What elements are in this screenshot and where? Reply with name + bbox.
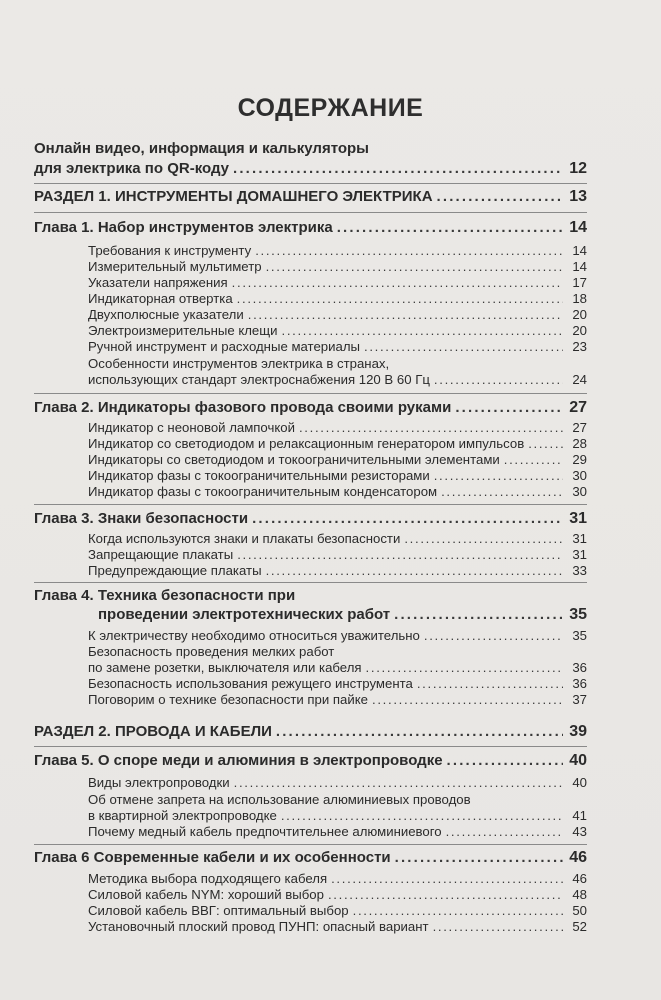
leader-dots <box>364 339 563 354</box>
leader-dots <box>424 628 563 643</box>
leader-dots <box>446 824 563 839</box>
toc-page-number: 30 <box>572 484 587 499</box>
toc-entry-intro[interactable] <box>34 160 587 178</box>
leader-dots <box>281 808 563 823</box>
toc-page-number: 46 <box>569 849 587 866</box>
toc-page-number: 46 <box>572 871 587 886</box>
toc-entry-label: в квартирной электропроводке <box>88 808 277 823</box>
toc-entry[interactable] <box>88 372 587 387</box>
toc-entry-label: Электроизмерительные клещи <box>88 323 278 338</box>
toc-page-number: 35 <box>572 628 587 643</box>
toc-entry[interactable] <box>88 660 587 675</box>
toc-entry-label: Глава 2. Индикаторы фазового провода своими руками <box>34 399 452 416</box>
chapter-4-line-1: Глава 4. Техника безопасности при <box>34 587 296 604</box>
leader-dots <box>528 436 563 451</box>
toc-entry-label: Методика выбора подходящего кабеля <box>88 871 328 886</box>
toc-entry[interactable] <box>88 887 587 902</box>
toc-chapter-4[interactable] <box>98 606 587 624</box>
toc-entry[interactable] <box>88 692 587 707</box>
toc-entry[interactable] <box>88 563 587 578</box>
toc-entry[interactable] <box>88 919 587 934</box>
leader-dots <box>237 291 563 306</box>
divider <box>34 844 587 845</box>
toc-entry[interactable] <box>88 243 587 258</box>
leader-dots <box>455 399 563 416</box>
leader-dots <box>248 307 563 322</box>
toc-page-number: 24 <box>572 372 587 387</box>
toc-page-number: 31 <box>572 531 587 546</box>
toc-entry-label: К электричеству необходимо относиться уважительно <box>88 628 420 643</box>
leader-dots <box>237 547 563 562</box>
toc-entry[interactable] <box>88 259 587 274</box>
toc-entry-label: для электрика по QR-коду <box>34 160 230 177</box>
toc-entry[interactable] <box>88 275 587 290</box>
toc-entry-label: Указатели напряжения <box>88 275 228 290</box>
toc-page-number: 12 <box>569 160 587 177</box>
toc-entry-label: Индикатор со светодиодом и релаксационным генератором импульсов <box>88 436 525 451</box>
toc-page-number: 27 <box>569 399 587 416</box>
toc-entry-label: Когда используются знаки и плакаты безопасности <box>88 531 401 546</box>
leader-dots <box>276 723 563 740</box>
toc-page-number: 14 <box>572 259 587 274</box>
toc-page-number: 23 <box>572 339 587 354</box>
toc-chapter-1[interactable] <box>34 219 587 237</box>
toc-page-number: 31 <box>569 510 587 527</box>
leader-dots <box>404 531 563 546</box>
leader-dots <box>394 606 563 623</box>
toc-entry-label: Глава 5. О споре меди и алюминия в электропроводке <box>34 752 443 769</box>
toc-section-1[interactable] <box>34 188 587 206</box>
leader-dots <box>266 259 563 274</box>
toc-entry[interactable] <box>88 808 587 823</box>
divider <box>34 582 587 583</box>
divider <box>34 746 587 747</box>
toc-chapter-5[interactable] <box>34 752 587 770</box>
toc-page-number: 35 <box>569 606 587 623</box>
toc-entry[interactable] <box>88 339 587 354</box>
toc-entry[interactable] <box>88 547 587 562</box>
leader-dots <box>282 323 564 338</box>
toc-chapter-2[interactable] <box>34 399 587 417</box>
toc-entry-label: Поговорим о технике безопасности при пайке <box>88 692 369 707</box>
leader-dots <box>417 676 563 691</box>
leader-dots <box>395 849 563 866</box>
toc-page-number: 40 <box>569 752 587 769</box>
leader-dots <box>232 275 563 290</box>
toc-entry-label: Виды электропроводки <box>88 775 230 790</box>
toc-entry-label: Ручной инструмент и расходные материалы <box>88 339 360 354</box>
toc-page-number: 13 <box>569 188 587 205</box>
divider <box>34 183 587 184</box>
leader-dots <box>434 372 563 387</box>
toc-entry-label: Индикаторы со светодиодом и токоограничительными элементами <box>88 452 500 467</box>
toc-entry[interactable] <box>88 307 587 322</box>
toc-page-number: 52 <box>572 919 587 934</box>
toc-entry-label: Индикатор фазы с токоограничительными резисторами <box>88 468 430 483</box>
toc-entry-label: Установочный плоский провод ПУНП: опасный вариант <box>88 919 429 934</box>
toc-entry-label: Индикатор фазы с токоограничительным конденсатором <box>88 484 438 499</box>
leader-dots <box>328 887 563 902</box>
toc-entry-label: Почему медный кабель предпочтительнее алюминиевого <box>88 824 442 839</box>
toc-entry-label: РАЗДЕЛ 1. ИНСТРУМЕНТЫ ДОМАШНЕГО ЭЛЕКТРИКА <box>34 188 433 205</box>
toc-entry-label: по замене розетки, выключателя или кабеля <box>88 660 362 675</box>
toc-entry[interactable] <box>88 323 587 338</box>
toc-page-number: 14 <box>569 219 587 236</box>
toc-page-number: 33 <box>572 563 587 578</box>
toc-entry-line-1: Безопасность проведения мелких работ <box>88 644 335 659</box>
toc-entry[interactable] <box>88 775 587 790</box>
toc-entry-label: Силовой кабель ВВГ: оптимальный выбор <box>88 903 349 918</box>
divider <box>34 504 587 505</box>
toc-entry[interactable] <box>88 468 587 483</box>
toc-entry-label: проведении электротехнических работ <box>98 606 391 623</box>
toc-entry-line-1: Особенности инструментов электрика в странах, <box>88 356 390 371</box>
leader-dots <box>353 903 563 918</box>
leader-dots <box>331 871 563 886</box>
leader-dots <box>447 752 563 769</box>
leader-dots <box>372 692 563 707</box>
toc-entry[interactable] <box>88 676 587 691</box>
toc-entry[interactable] <box>88 436 587 451</box>
toc-page-number: 36 <box>572 660 587 675</box>
toc-chapter-6[interactable] <box>34 849 587 867</box>
toc-entry-line-1: Об отмене запрета на использование алюминиевых проводов <box>88 792 471 807</box>
toc-entry-label: Запрещающие плакаты <box>88 547 234 562</box>
leader-dots <box>337 219 563 236</box>
leader-dots <box>255 243 563 258</box>
toc-page-number: 36 <box>572 676 587 691</box>
toc-entry-label: Двухполюсные указатели <box>88 307 244 322</box>
toc-entry[interactable] <box>88 484 587 499</box>
toc-entry-label: Индикаторная отвертка <box>88 291 233 306</box>
toc-page-number: 20 <box>572 307 587 322</box>
toc-entry[interactable] <box>88 903 587 918</box>
divider <box>34 393 587 394</box>
intro-line-1: Онлайн видео, информация и калькуляторы <box>34 140 369 157</box>
leader-dots <box>233 160 563 177</box>
toc-page-number: 31 <box>572 547 587 562</box>
toc-entry[interactable] <box>88 291 587 306</box>
toc-entry-label: Силовой кабель NYM: хороший выбор <box>88 887 324 902</box>
page-title: СОДЕРЖАНИЕ <box>237 94 424 122</box>
toc-page-number: 30 <box>572 468 587 483</box>
toc-page-number: 48 <box>572 887 587 902</box>
toc-entry-label: Индикатор с неоновой лампочкой <box>88 420 295 435</box>
toc-entry[interactable] <box>88 871 587 886</box>
toc-page-number: 29 <box>572 452 587 467</box>
leader-dots <box>437 188 563 205</box>
leader-dots <box>434 468 563 483</box>
toc-page-number: 50 <box>572 903 587 918</box>
toc-entry-label: использующих стандарт электроснабжения 120 В 60 Гц <box>88 372 430 387</box>
toc-entry-label: Безопасность использования режущего инструмента <box>88 676 413 691</box>
toc-page-number: 20 <box>572 323 587 338</box>
toc-page-number: 39 <box>569 723 587 740</box>
leader-dots <box>441 484 563 499</box>
leader-dots <box>234 775 563 790</box>
toc-entry[interactable] <box>88 628 587 643</box>
toc-entry[interactable] <box>88 452 587 467</box>
leader-dots <box>366 660 563 675</box>
toc-page-number: 18 <box>572 291 587 306</box>
toc-entry[interactable] <box>88 824 587 839</box>
toc-page-number: 37 <box>572 692 587 707</box>
toc-section-2[interactable] <box>34 723 587 741</box>
toc-chapter-3[interactable] <box>34 510 587 528</box>
toc-entry-label: Глава 3. Знаки безопасности <box>34 510 249 527</box>
toc-page-number: 17 <box>572 275 587 290</box>
toc-entry-label: Предупреждающие плакаты <box>88 563 262 578</box>
leader-dots <box>252 510 563 527</box>
toc-entry-label: РАЗДЕЛ 2. ПРОВОДА И КАБЕЛИ <box>34 723 272 740</box>
toc-page-number: 40 <box>572 775 587 790</box>
toc-page-number: 43 <box>572 824 587 839</box>
toc-entry-label: Измерительный мультиметр <box>88 259 262 274</box>
toc-entry[interactable] <box>88 420 587 435</box>
toc-page-number: 28 <box>572 436 587 451</box>
leader-dots <box>504 452 563 467</box>
divider <box>34 212 587 213</box>
toc-entry-label: Глава 6 Современные кабели и их особенности <box>34 849 391 866</box>
leader-dots <box>266 563 563 578</box>
leader-dots <box>299 420 563 435</box>
toc-entry-label: Глава 1. Набор инструментов электрика <box>34 219 333 236</box>
toc-page-number: 41 <box>572 808 587 823</box>
leader-dots <box>433 919 563 934</box>
toc-entry-label: Требования к инструменту <box>88 243 252 258</box>
toc-page-number: 27 <box>572 420 587 435</box>
toc-entry[interactable] <box>88 531 587 546</box>
toc-page-number: 14 <box>572 243 587 258</box>
